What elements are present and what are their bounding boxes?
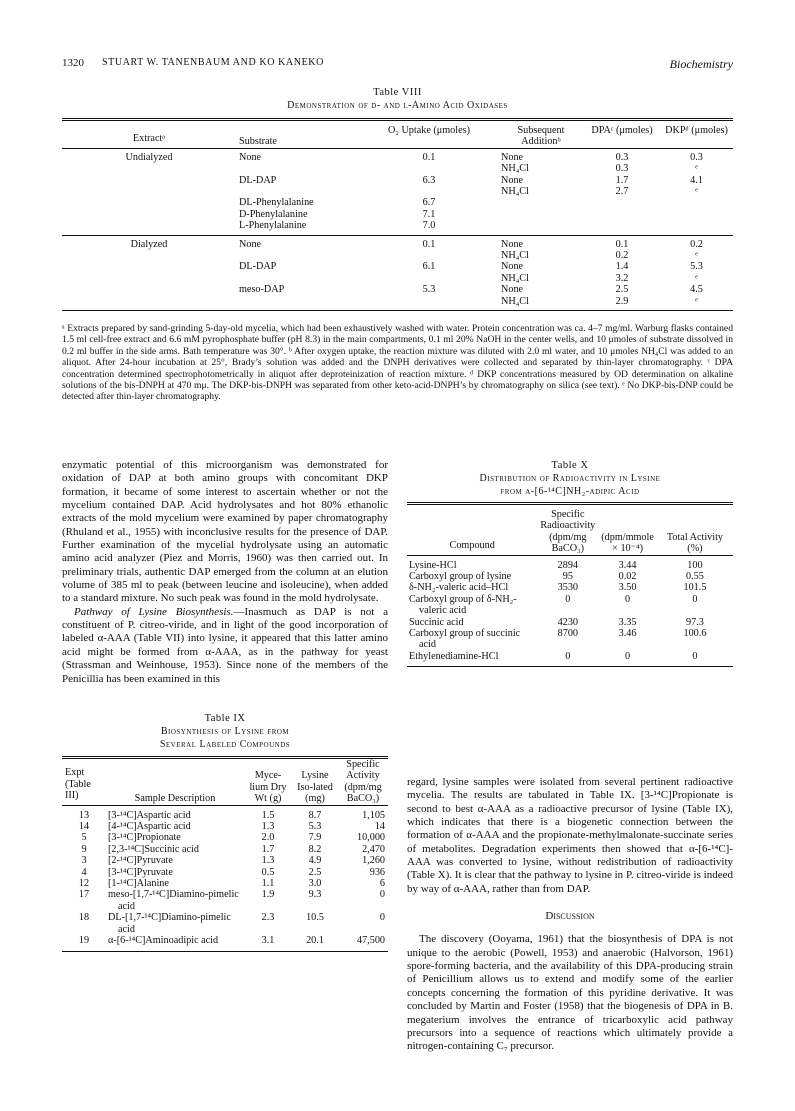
col-addition: Subsequent Additionᵇ <box>517 125 565 148</box>
col-expt: Expt (Table III) <box>65 767 91 802</box>
table-cell: 12 <box>78 878 90 890</box>
table-cell: NH₄Cl <box>501 186 529 198</box>
table-cell: None <box>501 238 524 250</box>
table-9-header-row <box>62 758 388 806</box>
table-row <box>62 844 388 855</box>
table-cell: 8700 <box>557 628 578 640</box>
table-cell: Carboxyl group of δ-NH₂-valeric acid <box>409 593 517 617</box>
table-cell: 1.9 <box>261 889 275 901</box>
table-cell: 100 <box>687 559 703 571</box>
col-dkp: DKPᵈ (μmoles) <box>665 125 728 136</box>
right-column-text <box>407 776 733 1054</box>
table-row <box>62 220 733 235</box>
table-cell: 19 <box>78 935 90 947</box>
table-cell <box>62 186 236 197</box>
table-8-title: Demonstration of d- and l-Amino Acid Oxidases <box>287 100 508 111</box>
table-cell: 0.3 <box>615 163 629 175</box>
col-substrate: Substrate <box>239 136 277 148</box>
table-9-title-1: Biosynthesis of Lysine from <box>160 726 290 737</box>
table-cell: 9.3 <box>308 889 322 901</box>
table-row <box>62 821 388 832</box>
table-cell: 1.4 <box>615 261 629 273</box>
table-cell: DL-DAP <box>239 174 277 186</box>
table-cell: 97.3 <box>686 616 704 628</box>
table-10-header-row <box>407 504 733 556</box>
table-cell: 1.5 <box>261 809 275 821</box>
col-extract: Extractᵃ <box>132 133 166 145</box>
table-cell: ᵉ <box>695 186 698 198</box>
table-cell: 0 <box>625 593 631 605</box>
table-cell: 1.1 <box>261 878 275 890</box>
table-cell: 10,000 <box>356 832 385 844</box>
table-row <box>62 175 733 186</box>
table-row <box>407 628 733 651</box>
table-9-number: Table IX <box>204 713 246 724</box>
table-cell: None <box>501 174 524 186</box>
table-10-number: Table X <box>551 460 589 471</box>
table-cell: [1-¹⁴C]Alanine <box>108 878 169 890</box>
table-cell <box>360 273 498 284</box>
table-cell: 2.9 <box>615 295 629 307</box>
table-row <box>62 832 388 843</box>
table-cell: 4.1 <box>690 174 703 186</box>
col-o2-uptake: O₂ Uptake (μmoles) <box>387 125 470 136</box>
table-cell: 3.50 <box>618 582 637 594</box>
table-cell: 95 <box>562 571 573 583</box>
table-cell: None <box>239 151 262 163</box>
table-cell: 101.5 <box>683 582 707 594</box>
table-cell <box>498 209 584 220</box>
table-cell: 7.9 <box>308 832 322 844</box>
table-cell: NH₄Cl <box>501 295 529 307</box>
table-cell: None <box>501 261 524 273</box>
col-lysine: Lysine Iso-lated (mg) <box>297 770 333 805</box>
table-cell: [4-¹⁴C]Aspartic acid <box>108 821 191 833</box>
table-cell: 20.1 <box>306 935 324 947</box>
table-cell <box>62 284 236 295</box>
table-cell: 5 <box>81 832 87 844</box>
table-cell: Ethylenediamine-HCl <box>409 650 499 662</box>
table-cell <box>236 296 360 311</box>
table-cell: 3.46 <box>618 628 637 640</box>
table-row <box>62 889 388 912</box>
table-cell: 1.7 <box>615 174 629 186</box>
discussion-heading: Discussion <box>545 910 595 923</box>
table-row <box>62 209 733 220</box>
table-cell: DL-[1,7-¹⁴C]Diamino-pimelic acid <box>108 912 231 935</box>
table-cell: 0 <box>565 650 571 662</box>
table-9-caption <box>62 712 388 751</box>
table-cell <box>62 261 236 272</box>
table-8-caption <box>62 86 733 112</box>
table-cell: 0.2 <box>690 238 703 250</box>
table-cell <box>584 197 660 208</box>
table-cell: 3 <box>81 855 87 867</box>
body-paragraph-2 <box>62 606 388 686</box>
table-cell: ᵉ <box>695 295 698 307</box>
table-cell: 0 <box>692 650 698 662</box>
table-cell: 4.5 <box>690 284 703 296</box>
table-cell: 0.3 <box>690 151 703 163</box>
table-cell <box>236 186 360 197</box>
table-row <box>62 197 733 208</box>
journal-name: Biochemistry <box>669 57 733 71</box>
table-cell: 100.6 <box>683 628 707 640</box>
body-paragraph-2-text: —Inasmuch as DAP is not a constituent of P. citreo-viride, and in light of the good incorporation of labeled α-AAA (Table VII) into lysine, it appeared that this latter amino acid might be formed from α-AAA, as in the pathway for yeast (Strassman and Weinhouse, 1953). Since none of the members of the Penicillia has been examined in this <box>62 605 388 685</box>
table-cell: Succinic acid <box>409 616 464 628</box>
table-cell: 1,105 <box>362 809 385 821</box>
table-cell: 6.3 <box>422 174 436 186</box>
table-cell: Carboxyl group of succinic acid <box>409 628 521 651</box>
table-10-caption <box>407 459 733 498</box>
table-row <box>62 273 733 284</box>
table-cell: 0.5 <box>261 866 275 878</box>
table-9-title-2: Several Labeled Compounds <box>159 739 291 750</box>
table-cell <box>360 163 498 174</box>
table-cell: 3.2 <box>615 272 629 284</box>
col-compound: Compound <box>449 540 495 552</box>
table-row <box>62 235 733 250</box>
table-cell: δ-NH₂-valeric acid–HCl <box>409 582 509 594</box>
col-specific-activity: Specific Activity (dpm/mg BaCO₃) <box>344 759 382 805</box>
table-cell: α-[6-¹⁴C]Aminoadipic acid <box>108 935 219 947</box>
table-cell: 0 <box>379 889 385 901</box>
table-cell: None <box>239 238 262 250</box>
table-cell: ᵉ <box>695 272 698 284</box>
table-cell: D-Phenylalanine <box>239 208 308 220</box>
table-cell <box>236 250 360 261</box>
table-cell <box>360 250 498 261</box>
table-cell <box>62 273 236 284</box>
section-heading-lysine: Pathway of Lysine Biosynthesis. <box>74 605 234 618</box>
table-cell: 2,470 <box>362 843 385 855</box>
table-row <box>62 878 388 889</box>
body-paragraph-4: The discovery (Ooyama, 1961) that the biosynthesis of DPA is not unique to the aerobic (Powell, 1953) and anaerobic (Halvorson, 1961) spore-forming bacteria, and the availability of this DPA-producing strain of Penicillium allows us to extend and modify some of the earlier concepts concerning the formation of this pyridine derivative. It was concluded by Martin and Foster (1958) that the biogenesis of DPA in B. megaterium involves the entrance of tricarboxylic acid pathway precursors into a sequence of reactions which ultimately provide a nitrogen-containing C₇ precursor. <box>407 933 733 1053</box>
table-cell: 2.5 <box>615 284 629 296</box>
table-row <box>62 186 733 197</box>
table-cell: 10.5 <box>306 912 324 924</box>
table-row <box>62 805 388 821</box>
table-cell <box>498 220 584 235</box>
table-row <box>407 571 733 582</box>
table-8-footnote: ᵃ Extracts prepared by sand-grinding 5-day-old mycelia, which had been exhaustively washed with water. Protein concentration was ca. 4–7 mg/ml. Warburg flasks contained 1.5 ml cell-free extract and 6.6 mM pyrophosphate buffer (pH 8.3) in the main compartments, 0.1 ml 20% NaOH in the center wells, and 10 μmoles of substrate dissolved in 0.2 ml buffer in the side arms. Bath temperature was 30°. ᵇ After oxygen uptake, the reaction mixture was diluted with 2.0 ml water, and 10 μmoles NH₄Cl was added to an aliquot. After 24-hour incubation at 25°, Brady’s solution was added and the DNPH derivatives were collected and separated by thin-layer chromatography. ᶜ DPA concentration determined spectrophotometrically in aliquot after deproteinization of reaction mixture. ᵈ DKP concentrations measured by OD determination on alkaline solutions of the bis-DNPH at 470 mμ. The DKP-bis-DNPH was separated from other keto-acid-DNPH’s by chromatography on silica (see text). ᵉ No DKP-bis-DNP could be detected after thin-layer chromatography. <box>62 323 733 403</box>
table-cell <box>62 175 236 186</box>
col-total-activity: Total Activity (%) <box>666 531 724 555</box>
table-cell: NH₄Cl <box>501 163 529 175</box>
table-9 <box>62 756 388 952</box>
col-dpm-mg: Specific Radioactivity (dpm/mg BaCO₃) <box>540 509 596 555</box>
body-paragraph-3: regard, lysine samples were isolated from several pertinent radioactive mycelia. The results are tabulated in Table IX. [3-¹⁴C]Propionate is second to best α-AAA as a radioactive precursor of lysine (Table IX), which indicates that there is a biogenetic connection between the formation of α-AAA and the propionate-methylmalonate-succinate series of metabolites. Degradation experiments then showed that α-[6-¹⁴C]-AAA was converted to lysine, without redistribution of radioactivity (Table X). It is clear that the pathway to lysine in P. citreo-viride is indeed by way of α-AAA, rather than from DAP. <box>407 776 733 895</box>
table-cell: 3.44 <box>618 559 637 571</box>
table-cell: 6 <box>379 878 385 890</box>
table-cell <box>660 220 733 235</box>
table-cell: 3.1 <box>261 935 275 947</box>
table-cell: 8.7 <box>308 809 322 821</box>
table-cell: 0.02 <box>618 571 637 583</box>
table-cell <box>62 250 236 261</box>
table-row <box>407 617 733 628</box>
table-cell <box>660 209 733 220</box>
table-cell <box>62 209 236 220</box>
table-cell: 1.3 <box>261 821 275 833</box>
table-cell: meso-[1,7-¹⁴C]Diamino-pimelic acid <box>108 889 239 912</box>
table-cell: 6.1 <box>422 261 436 273</box>
table-cell: 0.1 <box>422 238 436 250</box>
table-cell <box>62 163 236 174</box>
table-cell: None <box>501 284 524 296</box>
table-cell: NH₄Cl <box>501 250 529 262</box>
table-10-title-1: Distribution of Radioactivity in Lysine <box>479 473 661 484</box>
table-cell: 4230 <box>557 616 578 628</box>
table-cell: 5.3 <box>690 261 703 273</box>
running-authors: STUART W. TANENBAUM AND KO KANEKO <box>102 57 324 68</box>
table-cell: DL-DAP <box>239 261 277 273</box>
table-cell: DL-Phenylalanine <box>239 197 314 209</box>
table-row <box>407 594 733 617</box>
table-cell: 18 <box>78 912 90 924</box>
table-cell: ᵉ <box>695 250 698 262</box>
table-cell <box>660 197 733 208</box>
table-cell: 14 <box>374 821 385 833</box>
table-cell: L-Phenylalanine <box>239 220 307 232</box>
table-cell: 936 <box>369 866 385 878</box>
col-dpa: DPAᶜ (μmoles) <box>591 125 653 136</box>
table-row <box>62 855 388 866</box>
table-cell: [3-¹⁴C]Pyruvate <box>108 866 173 878</box>
table-cell: 5.3 <box>308 821 322 833</box>
table-cell <box>62 296 236 311</box>
table-row <box>62 163 733 174</box>
table-cell: None <box>501 151 524 163</box>
table-cell <box>584 220 660 235</box>
table-row <box>407 651 733 667</box>
table-row <box>407 582 733 593</box>
table-row <box>62 148 733 163</box>
table-cell <box>236 163 360 174</box>
table-cell: 0.3 <box>615 151 629 163</box>
table-cell: meso-DAP <box>239 284 285 296</box>
table-cell <box>62 220 236 235</box>
table-cell: [2-¹⁴C]Pyruvate <box>108 855 173 867</box>
table-cell: 2.3 <box>261 912 275 924</box>
table-10 <box>407 502 733 667</box>
table-row <box>62 250 733 261</box>
table-cell: 2894 <box>557 559 578 571</box>
table-row <box>62 261 733 272</box>
table-cell: 2.0 <box>261 832 275 844</box>
col-dpm-mmole: (dpm/mmole × 10⁻⁴) <box>601 531 654 555</box>
table-cell: 4.9 <box>308 855 322 867</box>
table-row <box>62 284 733 295</box>
table-cell: 0 <box>692 593 698 605</box>
table-row <box>407 555 733 571</box>
table-cell: 0.1 <box>422 151 436 163</box>
table-cell: 1.3 <box>261 855 275 867</box>
table-cell: 9 <box>81 843 87 855</box>
table-cell: Carboxyl group of lysine <box>409 571 512 583</box>
table-cell: 0.1 <box>615 238 629 250</box>
table-cell: 8.2 <box>308 843 322 855</box>
table-cell: 4 <box>81 866 87 878</box>
table-row <box>62 912 388 935</box>
table-row <box>62 935 388 951</box>
body-paragraph-1: enzymatic potential of this microorganism was demonstrated for oxidation of DAP at both amino groups with concomitant DKP formation, it became of some interest to ascertain whether or not the mycelium contained DAP. Acid hydrolysates and hot 80% ethanolic extracts of the mold mycelium were examined by paper chromatography (Rhuland et al., 1955) with inconclusive results for the presence of DAP. Further examination of the mycelial hydrolysate using an automatic amino acid analyzer (Piez and Morris, 1960) was then carried out. In preliminary trials, authentic DAP emerged from the column at an elution volume of 385 ml to peak (between leucine and isoleucine), when added to a standard mixture. No such peak was found in the mold hydrolysate. <box>62 459 388 605</box>
table-cell <box>360 186 498 197</box>
table-cell: 6.7 <box>422 197 436 209</box>
table-cell <box>236 273 360 284</box>
table-cell <box>498 197 584 208</box>
table-8 <box>62 118 733 311</box>
table-cell: 13 <box>78 809 90 821</box>
table-cell: [3-¹⁴C]Propionate <box>108 832 181 844</box>
table-cell: ᵉ <box>695 163 698 175</box>
table-cell: 0 <box>379 912 385 924</box>
table-cell: 0 <box>565 593 571 605</box>
table-cell: 0 <box>625 650 631 662</box>
table-cell <box>62 197 236 208</box>
left-column-text <box>62 459 388 686</box>
table-cell: 17 <box>78 889 90 901</box>
table-10-title-2: from α-[6-¹⁴C]NH₂-adipic Acid <box>500 486 640 497</box>
table-cell: 5.3 <box>422 284 436 296</box>
table-8-header-row <box>62 120 733 149</box>
table-cell: Lysine-HCl <box>409 559 457 571</box>
table-cell: 7.1 <box>422 208 436 220</box>
table-cell: [2,3-¹⁴C]Succinic acid <box>108 843 199 855</box>
table-cell: 7.0 <box>422 220 436 232</box>
table-cell <box>360 296 498 311</box>
table-row <box>62 867 388 878</box>
col-sample: Sample Description <box>134 793 216 805</box>
table-cell: 1.7 <box>261 843 275 855</box>
running-header <box>62 57 733 72</box>
table-cell: NH₄Cl <box>501 272 529 284</box>
table-cell <box>584 209 660 220</box>
table-cell: 0.55 <box>686 571 704 583</box>
table-cell: 3.0 <box>308 878 322 890</box>
table-cell: 1,260 <box>362 855 385 867</box>
table-8-number: Table VIII <box>373 87 422 98</box>
table-cell: 3.35 <box>618 616 637 628</box>
table-cell: 47,500 <box>356 935 385 947</box>
table-cell: 2.7 <box>615 186 629 198</box>
table-cell: 14 <box>78 821 90 833</box>
page-number: 1320 <box>62 57 84 69</box>
table-row <box>62 296 733 311</box>
table-cell: 3530 <box>557 582 578 594</box>
table-cell: 2.5 <box>308 866 322 878</box>
table-cell: 0.2 <box>615 250 629 262</box>
table-cell: [3-¹⁴C]Aspartic acid <box>108 809 191 821</box>
col-dry-wt: Myce-lium Dry Wt (g) <box>249 770 287 805</box>
table-cell: Dialyzed <box>130 238 168 250</box>
table-cell: Undialyzed <box>125 151 173 163</box>
